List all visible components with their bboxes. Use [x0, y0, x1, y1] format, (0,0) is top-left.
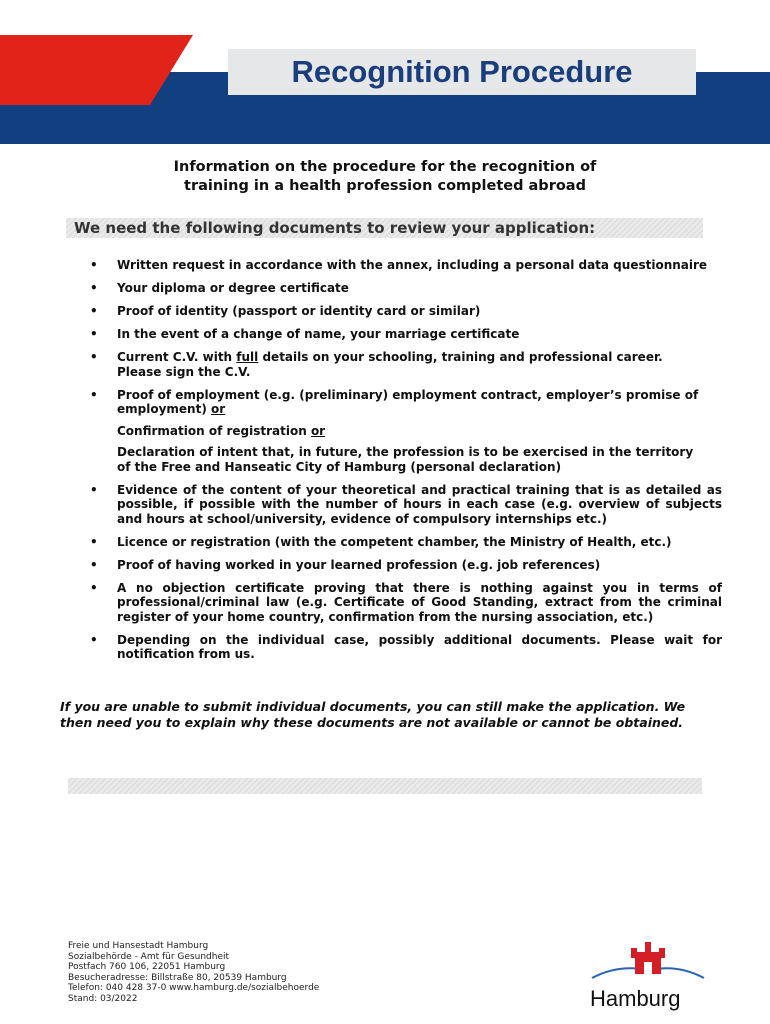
hamburg-logo: [588, 938, 708, 1013]
list-item: • Depending on the individual case, possibly additional documents. Please wait for notification from us.: [90, 632, 722, 661]
list-item: • Proof of employment (e.g. (preliminary) employment contract, employer’s promise of employment) or Confirmation of registration or Declaration of intent that, in future, the profession is to be exercised in the territory of the Free and Hanseatic City of Hamburg (personal declaration): [90, 387, 699, 474]
list-item: • Current C.V. with full details on your schooling, training and professional career. Please sign the C.V.: [90, 350, 663, 379]
list-item: • Evidence of the content of your theoretical and practical training that is as detailed as possible, if possible with the number of hours in each case (e.g. overview of subjects and hours at school/university, evidence of compulsory internships etc.): [90, 482, 722, 526]
list-item: • Written request in accordance with the annex, including a personal data questionnaire: [90, 258, 708, 272]
footer-line: Freie und Hansestadt Hamburg: [68, 941, 209, 951]
list-item: • Your diploma or degree certificate: [90, 281, 349, 295]
bullet-icon: •: [90, 304, 98, 318]
list-item: • Proof of having worked in your learned profession (e.g. job references): [90, 557, 601, 572]
footer-address: [68, 941, 319, 1005]
bullet-icon: •: [90, 281, 98, 295]
footer-line: Postfach 760 106, 22051 Hamburg: [68, 962, 226, 973]
list-item: • Licence or registration (with the competent chamber, the Ministry of Health, etc.): [90, 534, 672, 549]
subtitle-line-2: training in a health profession completed abroad: [184, 178, 586, 194]
header-banner: [0, 0, 770, 150]
bullet-icon: •: [90, 350, 98, 364]
title-box: [228, 49, 696, 95]
list-item: • A no objection certificate proving that there is nothing against you in terms of professional/criminal law (e.g. Certificate of Good Standing, extract from the criminal register of your home country, confirmation from the nursing association, etc.): [90, 580, 722, 624]
bullet-icon: •: [90, 387, 98, 402]
document-list: [88, 258, 728, 670]
castle-icon: [588, 938, 708, 988]
footer-line: Telefon: 040 428 37-0 www.hamburg.de/sozialbehoerde: [68, 983, 320, 994]
bullet-icon: •: [90, 534, 98, 549]
footer-line: Besucheradresse: Billstraße 80, 20539 Hamburg: [68, 972, 287, 983]
bullet-icon: •: [90, 632, 98, 647]
bullet-icon: •: [90, 258, 98, 272]
note-paragraph: If you are unable to submit individual documents, you can still make the application. We then need you to explain why these documents are not available or cannot be obtained.: [60, 699, 686, 730]
subtitle-line-1: Information on the procedure for the recognition of: [173, 159, 597, 175]
logo-wordmark: Hamburg: [590, 986, 681, 1011]
section-heading-bar: [66, 218, 703, 238]
bullet-icon: •: [90, 557, 98, 572]
list-item: • In the event of a change of name, your marriage certificate: [90, 327, 520, 341]
bullet-icon: •: [90, 482, 98, 497]
bottom-bar: [68, 778, 702, 794]
bullet-icon: •: [90, 580, 98, 595]
bullet-icon: •: [90, 327, 98, 341]
subtitle: [0, 158, 770, 196]
footer-line: Sozialbehörde - Amt für Gesundheit: [68, 951, 230, 962]
list-item: • Proof of identity (passport or identity card or similar): [90, 304, 481, 318]
footer-line: Stand: 03/2022: [68, 993, 138, 1004]
page-title: Recognition Procedure: [291, 54, 633, 89]
section-heading: We need the following documents to review your application:: [74, 219, 596, 237]
